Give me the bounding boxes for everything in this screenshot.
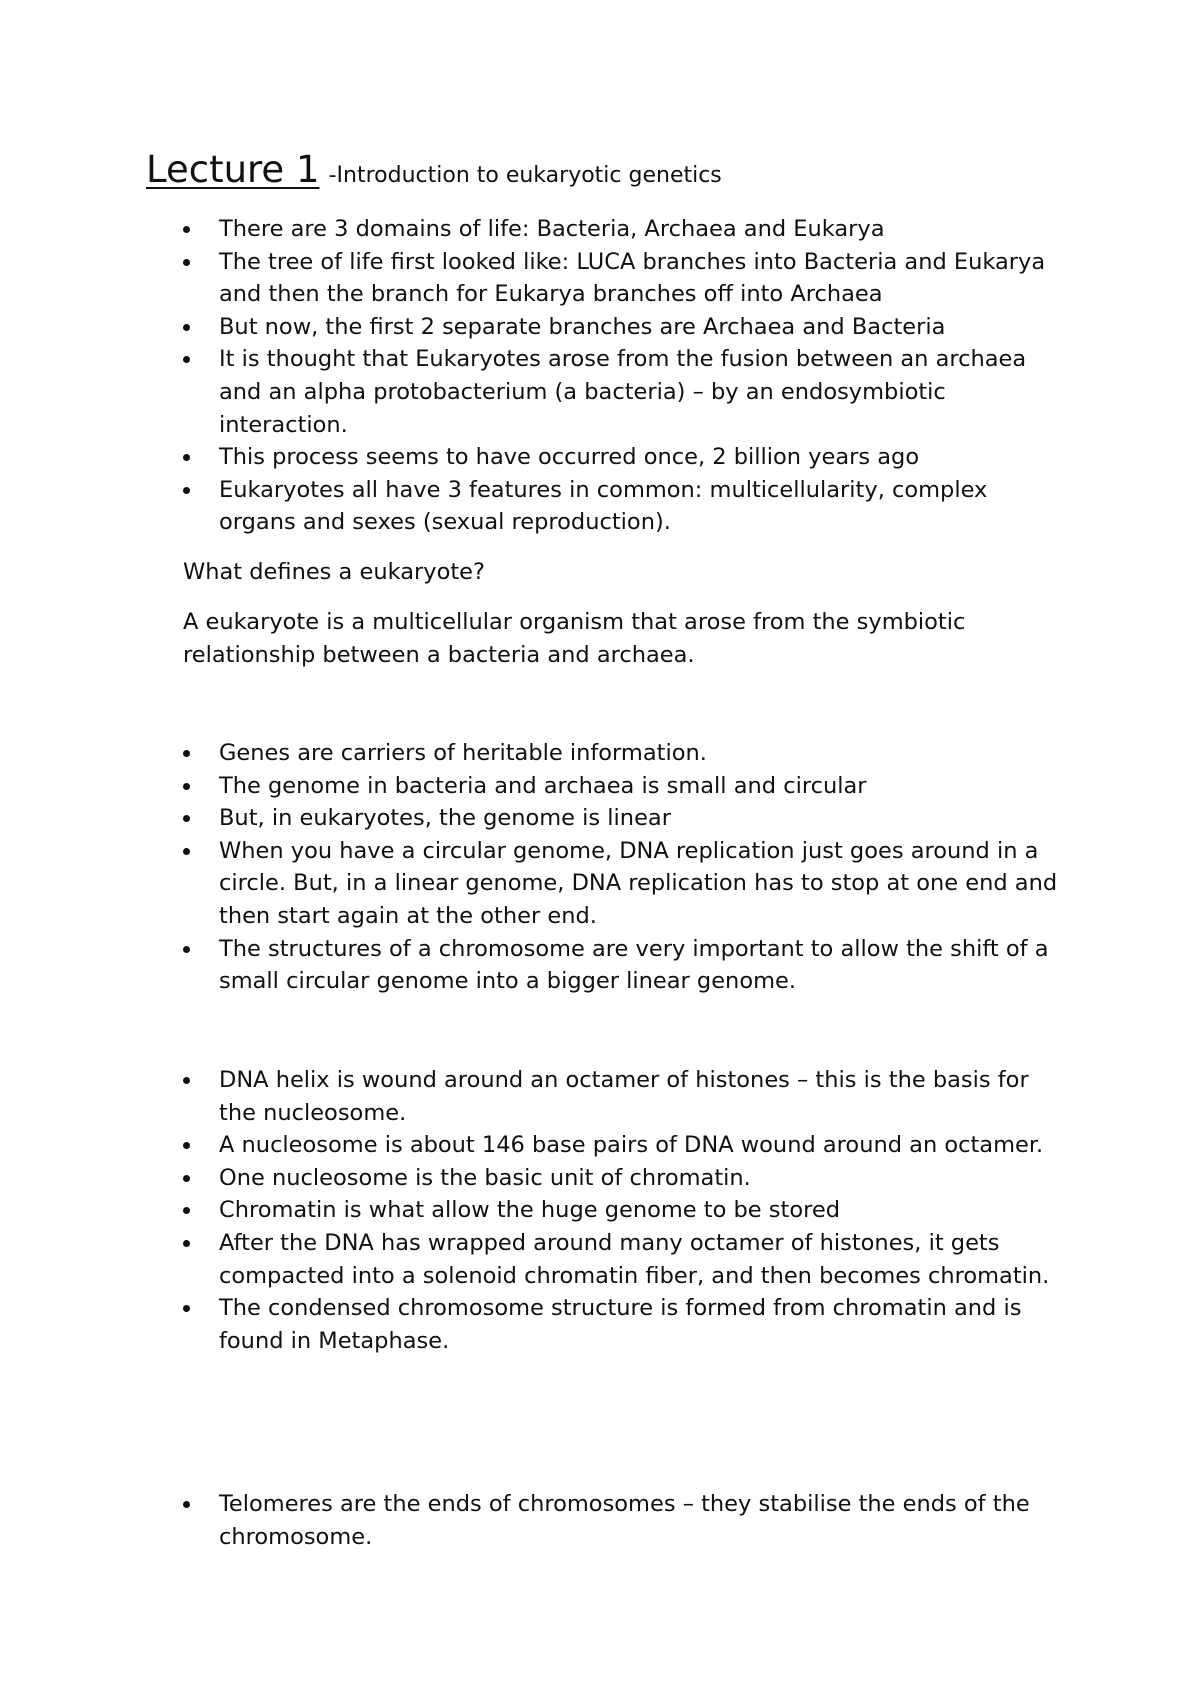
- list-item: It is thought that Eukaryotes arose from the fusion between an archaea and an alpha protobacterium (a bacteria) – by an endosymbiotic interaction.: [183, 343, 1063, 441]
- list-item: Genes are carriers of heritable information.: [183, 737, 1063, 770]
- bullet-list-domains: [183, 213, 1063, 539]
- bullet-list-chromatin: [183, 1064, 1063, 1357]
- list-item: The structures of a chromosome are very important to allow the shift of a small circular genome into a bigger linear genome.: [183, 933, 1063, 998]
- list-item: When you have a circular genome, DNA replication just goes around in a circle. But, in a linear genome, DNA replication has to stop at one end and then start again at the other end.: [183, 835, 1063, 933]
- answer-text: A eukaryote is a multicellular organism that arose from the symbiotic relationship between a bacteria and archaea.: [183, 609, 966, 668]
- list-item: One nucleosome is the basic unit of chromatin.: [183, 1162, 1063, 1195]
- bullet-list-telomeres: [183, 1488, 1063, 1553]
- question-text: What defines a eukaryote?: [183, 559, 485, 585]
- list-item: But, in eukaryotes, the genome is linear: [183, 802, 1063, 835]
- page-subtitle: -Introduction to eukaryotic genetics: [328, 163, 722, 188]
- lecture-heading: [146, 146, 722, 200]
- page-title: Lecture 1: [146, 148, 320, 191]
- list-item: There are 3 domains of life: Bacteria, Archaea and Eukarya: [183, 213, 1063, 246]
- list-item: The tree of life first looked like: LUCA branches into Bacteria and Eukarya and then the branch for Eukarya branches off into Archaea: [183, 246, 1063, 311]
- list-item: A nucleosome is about 146 base pairs of DNA wound around an octamer.: [183, 1129, 1063, 1162]
- list-item: But now, the first 2 separate branches are Archaea and Bacteria: [183, 311, 1063, 344]
- list-item: Eukaryotes all have 3 features in common: multicellularity, complex organs and sexes (sexual reproduction).: [183, 474, 1063, 539]
- list-item: Telomeres are the ends of chromosomes – they stabilise the ends of the chromosome.: [183, 1488, 1063, 1553]
- list-item: After the DNA has wrapped around many octamer of histones, it gets compacted into a solenoid chromatin fiber, and then becomes chromatin.: [183, 1227, 1063, 1292]
- list-item: The genome in bacteria and archaea is small and circular: [183, 770, 1063, 803]
- list-item: The condensed chromosome structure is formed from chromatin and is found in Metaphase.: [183, 1292, 1063, 1357]
- list-item: Chromatin is what allow the huge genome to be stored: [183, 1194, 1063, 1227]
- list-item: This process seems to have occurred once, 2 billion years ago: [183, 441, 1063, 474]
- list-item: DNA helix is wound around an octamer of histones – this is the basis for the nucleosome.: [183, 1064, 1063, 1129]
- bullet-list-genome: [183, 737, 1063, 998]
